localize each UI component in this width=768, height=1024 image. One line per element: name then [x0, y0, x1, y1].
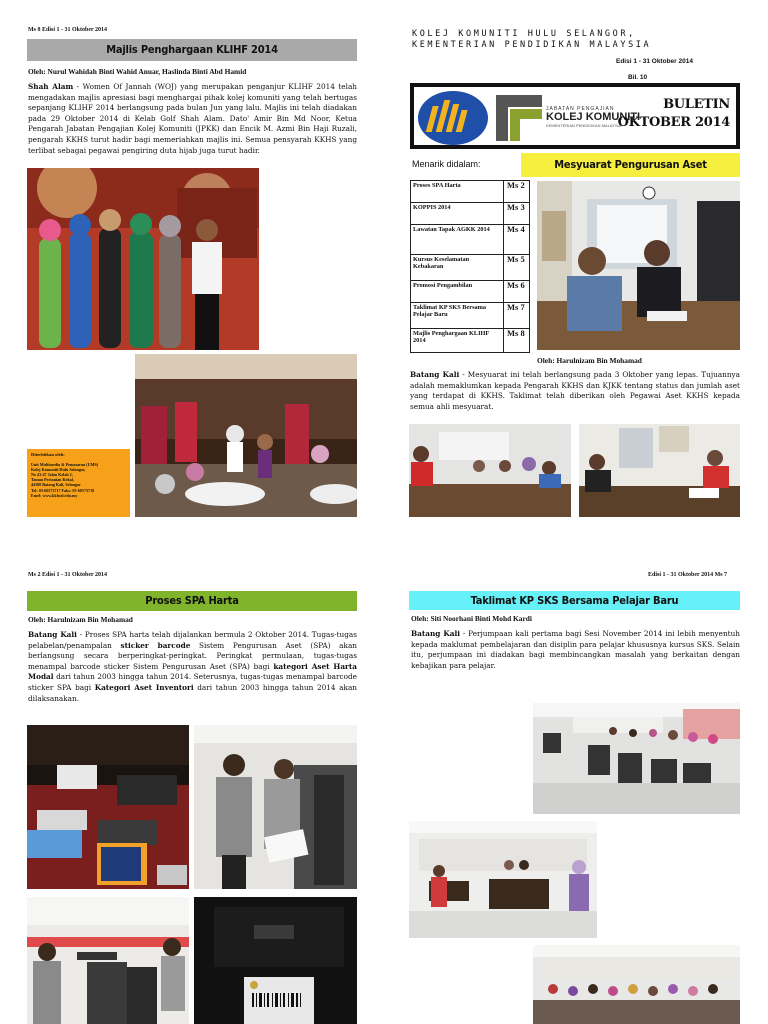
article-title: Mesyuarat Pengurusan Aset	[521, 153, 740, 177]
bulletin-month: OKTOBER 2014	[617, 115, 730, 130]
meeting-photo-2	[409, 424, 571, 517]
toc-page: Ms 7	[504, 303, 530, 329]
group-photo	[27, 168, 259, 350]
kk-logo-big: KOLEJ KOMUNITI	[546, 111, 641, 123]
toc-row[interactable]	[411, 181, 530, 203]
toc-title: Promosi Pengambilan	[411, 281, 504, 303]
toc-title: KOPPIS 2014	[411, 203, 504, 225]
page-header: Edisi 1 - 31 Oktober 2014 Ms 7	[648, 572, 728, 578]
article-body: Batang Kali - Perjumpaan kali pertama bagi Sesi November 2014 ini lebih menyentuh kepada maklumat pembelajaran dan disiplin para pelajar khususnya kursus SKS. Selain itu, perjumpaan ini diadakan bagi membincangkan masalah yang berkaitan dengan kebajikan para pelajar.	[411, 629, 741, 670]
publisher-line: Unit Multimedia & Pemasaran (UMS)	[31, 461, 99, 467]
toc-row[interactable]	[411, 255, 530, 281]
lab-photo	[27, 897, 189, 1024]
issue-number: Bil. 10	[628, 74, 648, 81]
institution-name	[412, 29, 651, 51]
article-title: Proses SPA Harta	[27, 591, 357, 611]
toc-page: Ms 3	[504, 203, 530, 225]
toc-row[interactable]	[411, 329, 530, 353]
toc-title: Majlis Penghargaan KLIHF 2014	[411, 329, 504, 353]
publisher-title: Diterbitkan oleh:	[31, 452, 65, 457]
publisher-line: Taman Pertanian Kekal,	[31, 477, 74, 483]
bulletin-title	[618, 96, 730, 132]
classroom-photo	[409, 821, 597, 938]
bulletin-word: BULETIN	[663, 97, 730, 112]
ministry-logo	[417, 90, 489, 146]
publisher-line: 44300 Batang Kali, Selangor	[31, 482, 81, 488]
toc-row[interactable]	[411, 225, 530, 255]
toc-page: Ms 8	[504, 329, 530, 353]
toc-title: Proses SPA Harta	[411, 181, 504, 203]
page-header: Ms 8 Edisi 1 - 31 Oktober 2014	[28, 27, 108, 33]
toc-title: Taklimat KP SKS Bersama Pelajar Baru	[411, 303, 504, 329]
kk-logo	[496, 95, 542, 143]
author-line: Oleh: Siti Noorhani Binti Mohd Kardi	[411, 614, 532, 623]
publisher-line: Tel: 03-60573717 Faks: 03-60573718	[31, 487, 95, 493]
toc-page: Ms 2	[504, 181, 530, 203]
article-title: Taklimat KP SKS Bersama Pelajar Baru	[409, 591, 740, 610]
labelling-photo	[194, 725, 357, 889]
article-body: Batang Kali - Proses SPA harta telah dijalankan bermula 2 Oktober 2014. Tugas-tugas pelabelan/penampalan sticker barcode Sistem Pengurusan Aset (SPA) akan berlangsung secara berperingkat-peringkat. Peringkat permulaan, tugas-tugas menampal barcode sticker Sistem Pengurusan Aset (SPA) bagi kategori Aset Harta Modal dari tahun 2003 hingga tahun 2014. Seterusnya, tugas-tugas menampal barcode sticker SPA bagi Kategori Aset Inventori dari tahun 2003 hingga tahun 2014 akan dilaksanakan.	[28, 630, 358, 703]
author-line: Oleh: Nurul Wahidah Binti Wahid Anuar, Haslinda Binti Abd Hamid	[28, 67, 247, 76]
toc-row[interactable]	[411, 303, 530, 329]
ceremony-photo	[135, 354, 357, 517]
masthead	[410, 83, 740, 149]
toc-page: Ms 6	[504, 281, 530, 303]
institution-line-2: KEMENTERIAN PENDIDIKAN MALAYSIA	[412, 40, 652, 50]
meeting-photo-3	[579, 424, 740, 517]
article-body: Batang Kali - Mesyuarat ini telah berlangsung pada 3 Oktober yang lepas. Tujuannya adalah memaklumkan kepada Pengarah KKHS dan KJKK tentang status dan jumlah aset yang terdapat di KKHS. Taklimat telah diberikan oleh Pegawai Aset KKHS kepada semua ahli mesyuarat.	[410, 370, 740, 411]
toc-row[interactable]	[411, 203, 530, 225]
toc-table	[410, 180, 530, 353]
computer-lab-photo	[533, 703, 740, 814]
kk-logo-small: JABATAN PENGAJIAN	[546, 106, 615, 112]
publisher-line: No 43-47 Jalan Kelah 2,	[31, 472, 73, 477]
toc-page: Ms 4	[504, 225, 530, 255]
publisher-line: Emel: www.kkhsel.edu.my	[31, 492, 78, 498]
institution-line-1: KOLEJ KOMUNITI HULU SELANGOR,	[412, 29, 636, 39]
toc-heading: Menarik didalam:	[412, 159, 481, 169]
article-body: Shah Alam - Women Of Jannah (WOJ) yang merupakan penganjur KLIHF 2014 telah mengadakan majlis apresiasi bagi menghargai pihak kolej komuniti yang telah bertugas sepanjang KLIHF 2014 berlangsung pada bulan Jun yang lalu. Majlis ini telah diadakan pada 29 Oktober 2014 di Kelab Golf Shah Alam. Dato' Amir Bin Md Noor, Ketua Pengarah Jabatan Pengajian Kolej Komuniti (JPKK) dan Encik M. Azmi Bin Haji Ruzali, pengarah KKHS turut hadir bagi memeriahkan majlis ini. Semua pensyarah KKHS yang terlibat sebagai pegawai pengiring duta hijab juga turut hadir.	[28, 82, 358, 155]
meeting-photo	[537, 181, 740, 350]
publisher-line: Kolej Komuniti Hulu Selangor,	[31, 466, 86, 472]
edition-date: Edisi 1 - 31 Oktober 2014	[616, 58, 693, 65]
toc-title: Kursus Keselamatan Kebakaran	[411, 255, 504, 281]
article-title: Majlis Penghargaan KLIHF 2014	[27, 39, 357, 61]
toc-row[interactable]	[411, 281, 530, 303]
publisher-lines	[31, 462, 126, 498]
author-line: Oleh: Harulnizam Bin Mohamad	[28, 615, 133, 624]
asset-photo	[27, 725, 189, 889]
photo-caption: Oleh: Harulnizam Bin Mohamad	[537, 356, 642, 365]
toc-page: Ms 5	[504, 255, 530, 281]
barcode-photo	[194, 897, 357, 1024]
publisher-box	[27, 449, 130, 517]
toc-title: Lawatan Tapak AGKK 2014	[411, 225, 504, 255]
briefing-photo	[533, 945, 740, 1024]
kk-logo-sub: KEMENTERIAN PENDIDIKAN MALAYSIA	[546, 123, 622, 128]
page-header: Ms 2 Edisi 1 - 31 Oktober 2014	[28, 572, 108, 578]
